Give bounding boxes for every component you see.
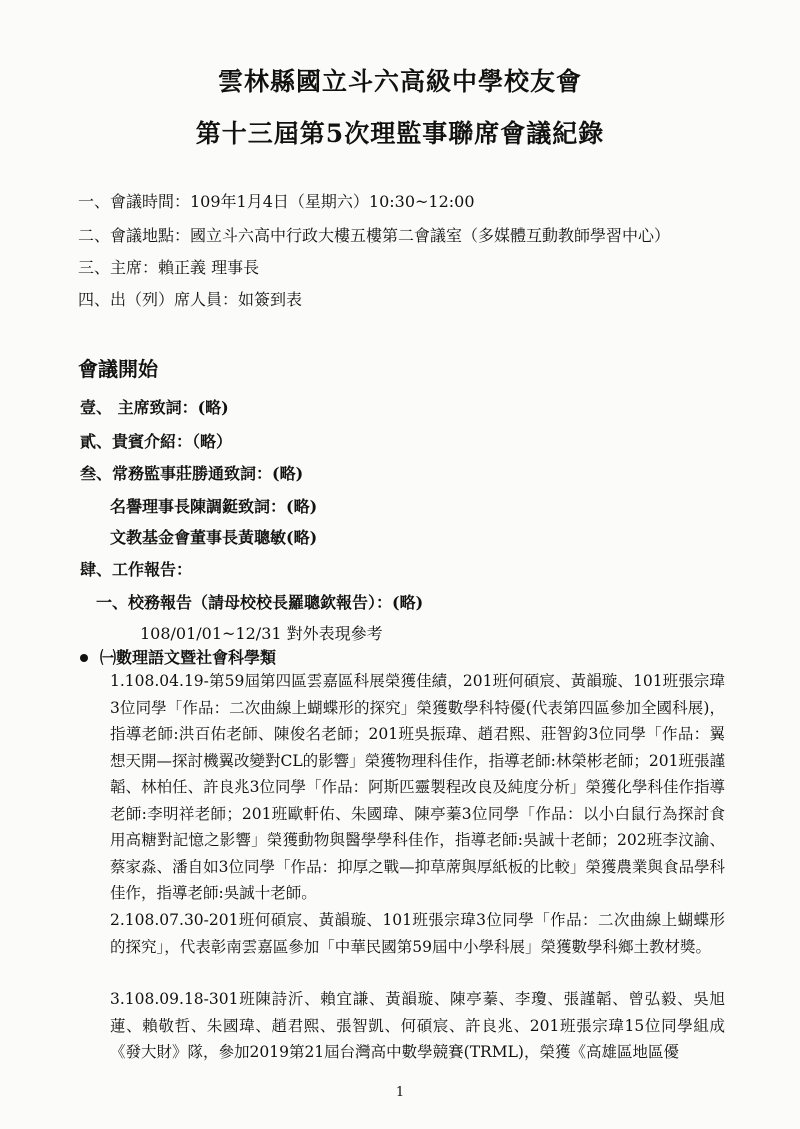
- list-item: 2.108.07.30-201班何碩宸、黃韻璇、101班張宗瑋3位同學「作品：二次曲線上蝴蝶形的探究」，代表彰南雲嘉區參加「中華民國第59屆中小學科展」榮獲數學科鄉土教材獎。: [110, 911, 725, 956]
- agenda-item-1: 壹、 主席致詞：(略): [80, 398, 229, 417]
- org-title: 雲林縣國立斗六高級中學校友會: [217, 67, 582, 96]
- list-item: 1.108.04.19-第59屆第四區雲嘉區科展榮獲佳績，201班何碩宸、黃韻璇、101班張宗瑋3位同學「作品：二次曲線上蝴蝶形的探究」榮獲數學科特優(代表第四區參加全國科展)，指導老師:洪百佑老師、陳俊名老師；201班吳振瑋、趙君熙、莊智鈞3位同學「作品：翼想天開—探討機翼改變對CL的影響」榮獲物理科佳作，指導老師:林榮彬老師；201班張謹韜、林柏任、許良兆3位同學「作品：阿斯匹靈製程改良及純度分析」榮獲化學科佳作指導老師:李明祥老師；201班歐軒佑、朱國瑋、陳亭蓁3位同學「作品：以小白鼠行為探討食用高糖對記憶之影響」榮獲動物與醫學學科佳作，指導老師:吳誠十老師；202班李汶諭、蔡家淼、潘自如3位同學「作品：抑厚之戰—抑草蓆與厚紙板的比較」榮獲農業與食品學科佳作，指導老師:吳誠十老師。: [110, 672, 725, 902]
- agenda-item-4: 肆、工作報告：: [80, 560, 193, 579]
- agenda-item-3b: 名譽理事長陳調鋌致詞：(略): [110, 497, 318, 516]
- agenda-item-2: 貳、貴賓介紹：（略）: [80, 432, 233, 451]
- list-item: 3.108.09.18-301班陳詩沂、賴宜謙、黃韻璇、陳亭蓁、李瓊、張謹韜、曾弘毅、吳旭蓮、賴敬哲、朱國瑋、趙君熙、張智凱、何碩宸、許良兆、201班張宗瑋15位同學組成《發大財》隊，參加2019第21屆台灣高中數學競賽(TRML)，榮獲《高雄區地區優: [110, 990, 725, 1061]
- meeting-time: 一、會議時間：109年1月4日（星期六）10:30~12:00: [78, 192, 475, 211]
- section-heading: 會議開始: [78, 357, 158, 381]
- meeting-attendees: 四、出（列）席人員：如簽到表: [78, 290, 303, 309]
- meeting-location: 二、會議地點：國立斗六高中行政大樓五樓第二會議室（多媒體互動教師學習中心）: [78, 226, 671, 245]
- page-number: 1: [395, 1085, 405, 1100]
- agenda-item-3c: 文教基金會董事長黃聰敏(略): [110, 528, 318, 547]
- agenda-item-3: 叁、常務監事莊勝通致詞：(略): [80, 464, 304, 483]
- meeting-title: 第十三屆第5次理監事聯席會議紀錄: [195, 119, 605, 148]
- meeting-chair: 三、主席：賴正義 理事長: [78, 258, 260, 277]
- report-period: 108/01/01~12/31 對外表現參考: [140, 624, 383, 643]
- category-heading: ㈠數理語文暨社會科學類: [100, 648, 277, 667]
- bullet-icon: [80, 654, 88, 662]
- school-report: 一、校務報告（請母校校長羅聰欽報告）：(略): [96, 593, 424, 612]
